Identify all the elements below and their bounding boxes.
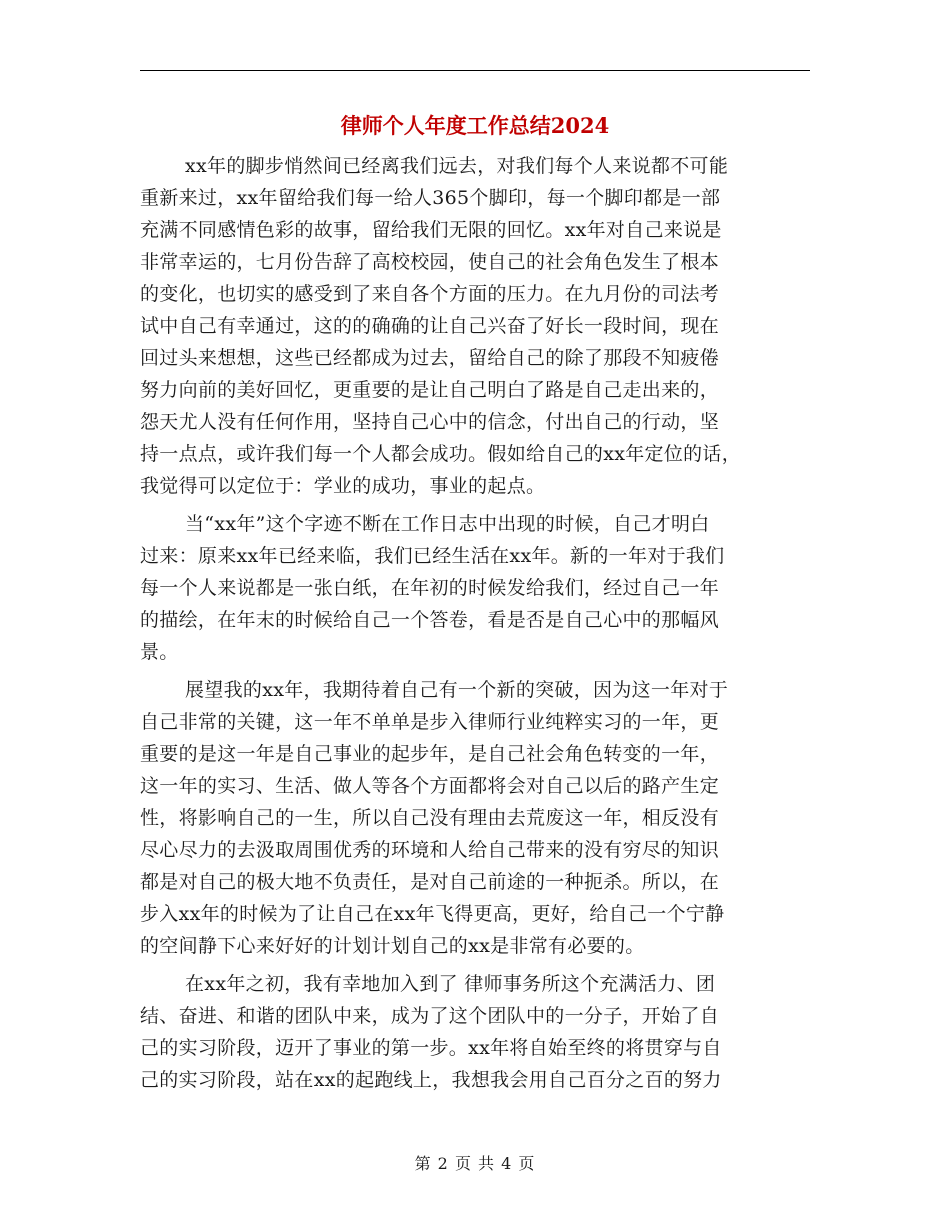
paragraph-line: 试中自己有幸通过，这的的确确的让自己兴奋了好长一段时间，现在 — [140, 315, 720, 337]
paragraph-line: 景。 — [140, 641, 179, 663]
paragraph-line: 己的实习阶段，站在xx的起跑线上，我想我会用自己百分之百的努力 — [140, 1069, 722, 1091]
paragraph-line: 的变化，也切实的感受到了来自各个方面的压力。在九月份的司法考 — [140, 283, 720, 305]
paragraph-line: 性，将影响自己的一生，所以自己没有理由去荒废这一年，相反没有 — [140, 807, 720, 829]
paragraph-line: 尽心尽力的去汲取周围优秀的环境和人给自己带来的没有穷尽的知识 — [140, 839, 720, 861]
paragraph-line: 结、奋进、和谐的团队中来，成为了这个团队中的一分子，开始了自 — [140, 1005, 720, 1027]
paragraph-line: 努力向前的美好回忆，更重要的是让自己明白了路是自己走出来的， — [140, 379, 720, 401]
paragraph-line: 充满不同感情色彩的故事，留给我们无限的回忆。xx年对自己来说是 — [140, 219, 722, 241]
paragraph-line: 当“xx年”这个字迹不断在工作日志中出现的时候，自己才明白 — [185, 513, 710, 535]
paragraph-line: 自己非常的关键，这一年不单单是步入律师行业纯粹实习的一年，更 — [140, 711, 720, 733]
paragraph-line: 在xx年之初，我有幸地加入到了 律师事务所这个充满活力、团 — [185, 973, 716, 995]
paragraph-line: 持一点点，或许我们每一个人都会成功。假如给自己的xx年定位的话， — [140, 443, 742, 465]
paragraph-line: 展望我的xx年，我期待着自己有一个新的突破，因为这一年对于 — [185, 679, 729, 701]
paragraph-line: 怨天尤人没有任何作用，坚持自己心中的信念，付出自己的行动，坚 — [140, 411, 720, 433]
paragraph-1 — [140, 150, 810, 502]
paragraph-3 — [140, 674, 810, 962]
paragraph-2 — [140, 508, 810, 668]
page-number: 第 2 页 共 4 页 — [414, 1154, 536, 1173]
paragraph-line: 我觉得可以定位于：学业的成功，事业的起点。 — [140, 475, 546, 497]
paragraph-line: 的描绘，在年末的时候给自己一个答卷，看是否是自己心中的那幅风 — [140, 609, 720, 631]
paragraph-4 — [140, 968, 810, 1096]
paragraph-line: xx年的脚步悄然间已经离我们远去，对我们每个人来说都不可能 — [185, 155, 729, 177]
paragraph-line: 己的实习阶段，迈开了事业的第一步。xx年将自始至终的将贯穿与自 — [140, 1037, 722, 1059]
paragraph-line: 的空间静下心来好好的计划计划自己的xx是非常有必要的。 — [140, 935, 645, 957]
paragraph-line: 重要的是这一年是自己事业的起步年，是自己社会角色转变的一年， — [140, 743, 720, 765]
paragraph-line: 非常幸运的，七月份告辞了高校校园，使自己的社会角色发生了根本 — [140, 251, 720, 273]
paragraph-line: 每一个人来说都是一张白纸，在年初的时候发给我们，经过自己一年 — [140, 577, 720, 599]
paragraph-line: 都是对自己的极大地不负责任，是对自己前途的一种扼杀。所以，在 — [140, 871, 720, 893]
paragraph-line: 重新来过，xx年留给我们每一给人365个脚印，每一个脚印都是一部 — [140, 187, 721, 209]
paragraph-line: 回过头来想想，这些已经都成为过去，留给自己的除了那段不知疲倦 — [140, 347, 720, 369]
paragraph-line: 过来：原来xx年已经来临，我们已经生活在xx年。新的一年对于我们 — [140, 545, 725, 567]
paragraph-line: 这一年的实习、生活、做人等各个方面都将会对自己以后的路产生定 — [140, 775, 720, 797]
document-body — [140, 150, 810, 1102]
document-title: 律师个人年度工作总结2024 — [340, 113, 610, 138]
paragraph-line: 步入xx年的时候为了让自己在xx年飞得更高，更好，给自己一个宁静 — [140, 903, 725, 925]
header-rule — [140, 70, 810, 71]
